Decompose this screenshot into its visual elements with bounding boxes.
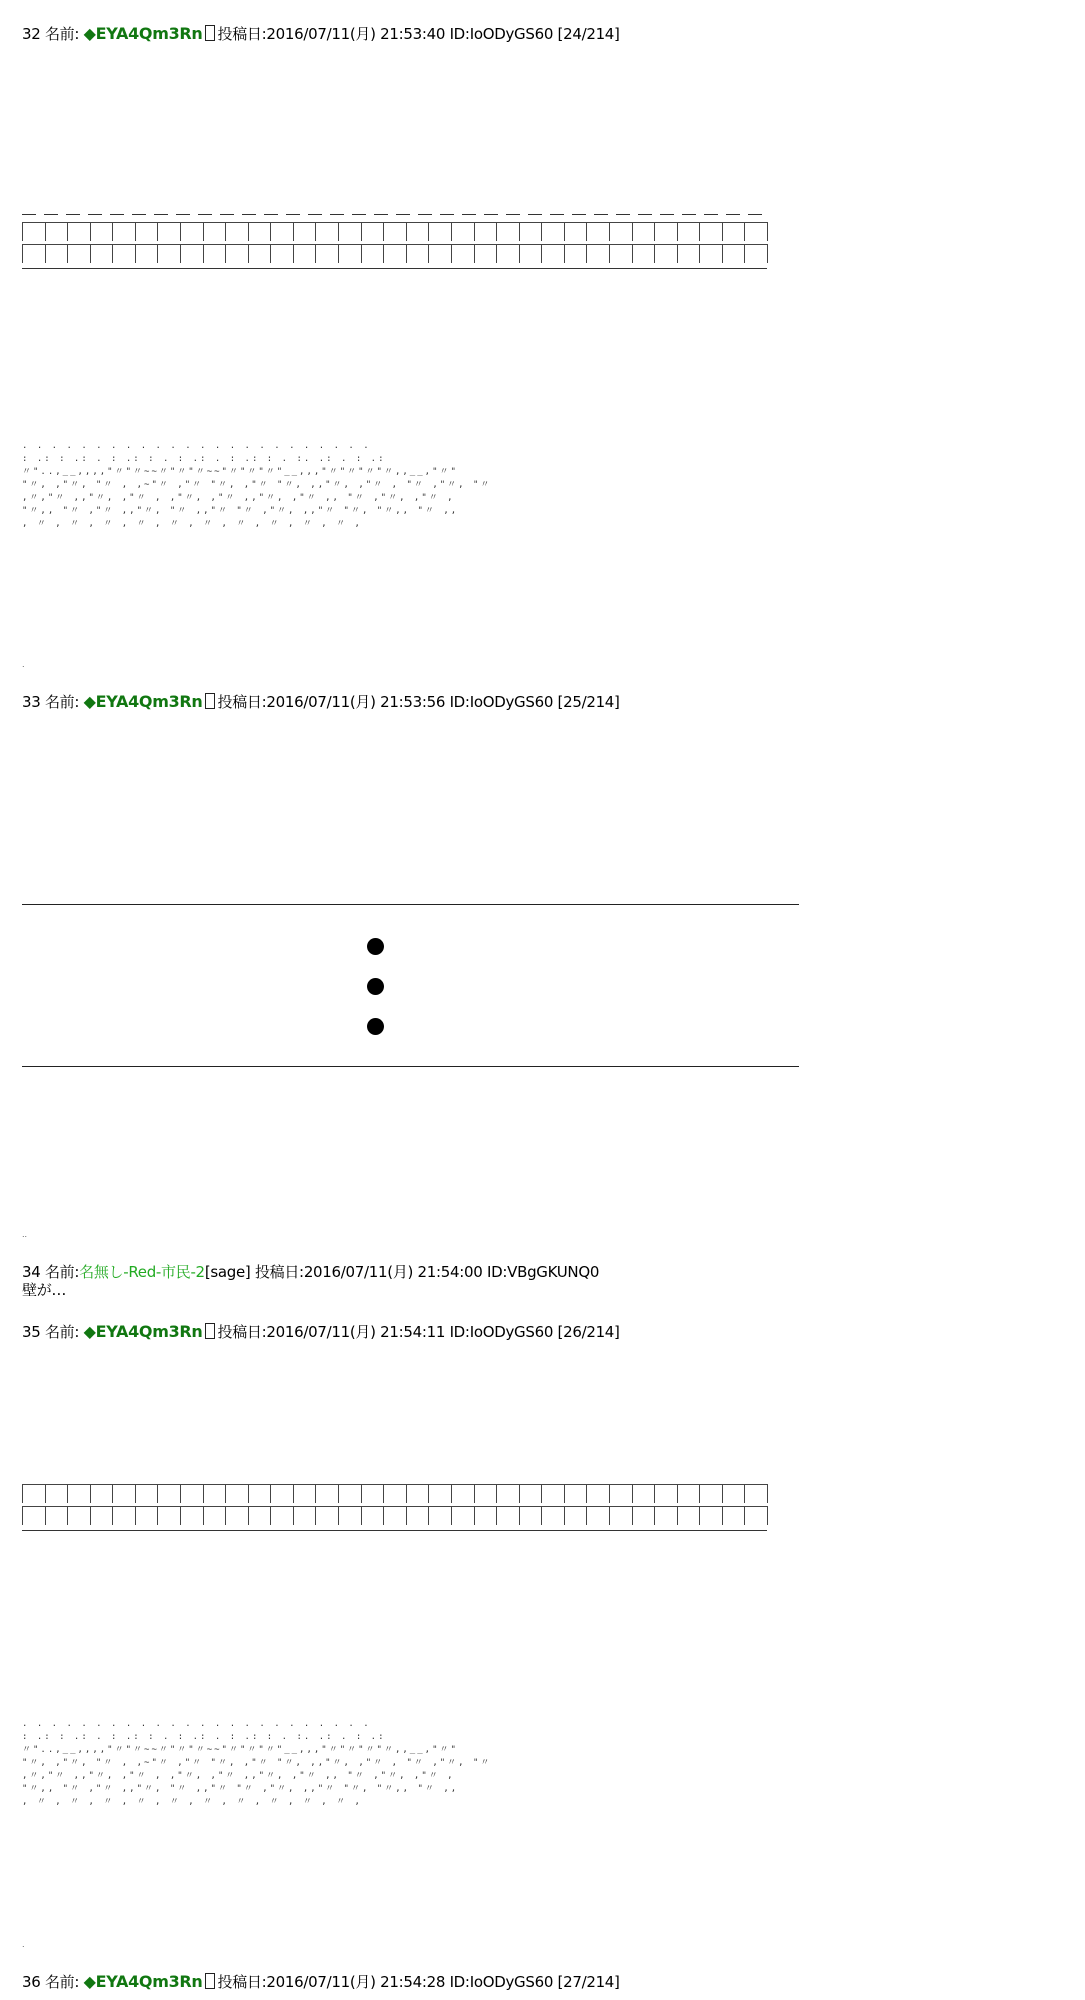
brick bbox=[135, 1506, 159, 1525]
wall-base-line bbox=[22, 1530, 767, 1531]
brick bbox=[744, 222, 768, 241]
brick bbox=[474, 1506, 498, 1525]
brick bbox=[383, 244, 407, 263]
brick bbox=[157, 244, 181, 263]
post-date: 2016/07/11(月) 21:54:00 bbox=[303, 1263, 483, 1281]
brick bbox=[428, 1506, 452, 1525]
rubble-line: ,〃,"〃 ,,"〃, ,"〃 , ,"〃, ,"〃 ,,"〃, ,"〃 ,, "〃 ,"〃, ,"〃 , bbox=[22, 493, 455, 503]
rubble-line: . . . . . . . . . . . . . . . . . . . . . . . . bbox=[22, 441, 371, 451]
post-id[interactable]: ID:IoODyGS60 bbox=[449, 1323, 554, 1341]
post-count: [26/214] bbox=[557, 1323, 620, 1341]
ascii-art-wall bbox=[22, 200, 767, 290]
name-label: 名前: bbox=[44, 25, 80, 43]
brick bbox=[112, 222, 136, 241]
separator-mark: . bbox=[22, 660, 25, 669]
brick bbox=[677, 244, 701, 263]
brick bbox=[112, 1484, 136, 1503]
brick bbox=[654, 1484, 678, 1503]
brick bbox=[383, 222, 407, 241]
brick bbox=[699, 1484, 723, 1503]
post-count: [25/214] bbox=[557, 693, 620, 711]
brick bbox=[248, 244, 272, 263]
brick bbox=[474, 222, 498, 241]
rubble-line: , 〃 , 〃 , 〃 , 〃 , 〃 , 〃 , 〃 , 〃 , 〃 , 〃 , bbox=[22, 1797, 362, 1807]
brick bbox=[248, 1484, 272, 1503]
brick bbox=[654, 244, 678, 263]
brick bbox=[90, 244, 114, 263]
divider-bottom bbox=[22, 1066, 799, 1067]
brick bbox=[135, 244, 159, 263]
brick bbox=[338, 1484, 362, 1503]
brick bbox=[248, 1506, 272, 1525]
rubble-line: ,〃,"〃 ,,"〃, ,"〃 , ,"〃, ,"〃 ,,"〃, ,"〃 ,, "〃 ,"〃, ,"〃 , bbox=[22, 1771, 455, 1781]
brick bbox=[654, 222, 678, 241]
rubble-line: 〃"..,__,,,,"〃"〃~~〃"〃"〃~~"〃"〃"〃"__,,,"〃"〃"〃"〃,,__,"〃" bbox=[22, 467, 458, 477]
trip-name[interactable]: ◆EYA4Qm3Rn bbox=[83, 1322, 203, 1341]
brick bbox=[406, 244, 430, 263]
brick bbox=[22, 222, 46, 241]
mail-field: [sage] bbox=[204, 1263, 251, 1281]
brick bbox=[564, 244, 588, 263]
brick bbox=[293, 1506, 317, 1525]
square-icon bbox=[205, 1323, 215, 1339]
date-label: 投稿日: bbox=[217, 25, 267, 43]
brick bbox=[632, 1506, 656, 1525]
ellipsis-dot bbox=[367, 1018, 384, 1035]
brick bbox=[157, 1506, 181, 1525]
brick bbox=[45, 1484, 69, 1503]
brick bbox=[315, 1484, 339, 1503]
brick bbox=[22, 1484, 46, 1503]
brick bbox=[67, 244, 91, 263]
wall-crest-line bbox=[22, 214, 767, 215]
brick bbox=[406, 1484, 430, 1503]
brick bbox=[541, 1484, 565, 1503]
post-date: 2016/07/11(月) 21:53:56 bbox=[266, 693, 446, 711]
brick bbox=[180, 244, 204, 263]
post-number: 33 bbox=[22, 693, 41, 711]
brick bbox=[270, 1484, 294, 1503]
brick bbox=[744, 1484, 768, 1503]
brick bbox=[722, 244, 746, 263]
brick bbox=[361, 1506, 385, 1525]
rubble-line: . . . . . . . . . . . . . . . . . . . . . . . . bbox=[22, 1719, 371, 1729]
brick bbox=[293, 222, 317, 241]
brick bbox=[293, 244, 317, 263]
brick bbox=[428, 222, 452, 241]
rubble-line: "〃, ,"〃, "〃 , ,~"〃 ,"〃 "〃, ,"〃 "〃, ,,"〃, ,"〃 , "〃 ,"〃, "〃 bbox=[22, 1758, 492, 1768]
brick bbox=[474, 1484, 498, 1503]
brick bbox=[225, 222, 249, 241]
brick bbox=[744, 1506, 768, 1525]
brick bbox=[564, 222, 588, 241]
trip-name[interactable]: ◆EYA4Qm3Rn bbox=[83, 24, 203, 43]
brick bbox=[722, 1484, 746, 1503]
brick bbox=[519, 222, 543, 241]
brick bbox=[112, 1506, 136, 1525]
brick bbox=[361, 244, 385, 263]
brick bbox=[632, 222, 656, 241]
rubble-line: : .: : .: . : .: : . : .: . : .: : . :. .: . : .: bbox=[22, 1732, 386, 1742]
square-icon bbox=[205, 693, 215, 709]
brick bbox=[541, 222, 565, 241]
post-header-35 bbox=[22, 1322, 620, 1342]
brick bbox=[406, 222, 430, 241]
brick bbox=[180, 1506, 204, 1525]
brick bbox=[699, 1506, 723, 1525]
post-number: 34 bbox=[22, 1263, 41, 1281]
ellipsis-dot bbox=[367, 938, 384, 955]
brick bbox=[90, 222, 114, 241]
trip-name[interactable]: ◆EYA4Qm3Rn bbox=[83, 1972, 203, 1991]
brick bbox=[722, 1506, 746, 1525]
brick bbox=[90, 1484, 114, 1503]
brick bbox=[293, 1484, 317, 1503]
brick bbox=[474, 244, 498, 263]
brick bbox=[654, 1506, 678, 1525]
rubble-line: "〃, ,"〃, "〃 , ,~"〃 ,"〃 "〃, ,"〃 "〃, ,,"〃, ,"〃 , "〃 ,"〃, "〃 bbox=[22, 480, 492, 490]
brick bbox=[586, 244, 610, 263]
brick bbox=[361, 222, 385, 241]
brick bbox=[451, 222, 475, 241]
ascii-art-wall bbox=[22, 1484, 767, 1564]
brick bbox=[180, 222, 204, 241]
brick bbox=[338, 222, 362, 241]
ellipsis-dot bbox=[367, 978, 384, 995]
brick bbox=[248, 222, 272, 241]
brick bbox=[383, 1506, 407, 1525]
post-date: 2016/07/11(月) 21:54:11 bbox=[266, 1323, 446, 1341]
brick bbox=[45, 244, 69, 263]
brick bbox=[541, 1506, 565, 1525]
divider-top bbox=[22, 904, 799, 905]
brick bbox=[722, 222, 746, 241]
post-header-33 bbox=[22, 692, 620, 712]
ascii-art-rubble bbox=[22, 440, 767, 550]
brick bbox=[609, 1506, 633, 1525]
brick bbox=[451, 244, 475, 263]
brick bbox=[744, 244, 768, 263]
post-id[interactable]: ID:IoODyGS60 bbox=[449, 25, 554, 43]
separator-mark: .. bbox=[22, 1230, 28, 1239]
name-label: 名前: bbox=[44, 1323, 80, 1341]
brick bbox=[564, 1484, 588, 1503]
post-number: 36 bbox=[22, 1973, 41, 1991]
rubble-line: "〃,, "〃 ,"〃 ,,"〃, "〃 ,,"〃 "〃 ,"〃, ,,"〃 "〃, "〃,, "〃 ,, bbox=[22, 506, 459, 516]
brick bbox=[428, 1484, 452, 1503]
post-number: 35 bbox=[22, 1323, 41, 1341]
brick bbox=[496, 1506, 520, 1525]
date-label: 投稿日: bbox=[217, 1323, 267, 1341]
brick bbox=[67, 1506, 91, 1525]
brick bbox=[315, 1506, 339, 1525]
brick bbox=[699, 244, 723, 263]
brick bbox=[67, 1484, 91, 1503]
brick bbox=[428, 244, 452, 263]
brick bbox=[203, 222, 227, 241]
brick bbox=[586, 222, 610, 241]
rubble-line: 〃"..,__,,,,"〃"〃~~〃"〃"〃~~"〃"〃"〃"__,,,"〃"〃"〃"〃,,__,"〃" bbox=[22, 1745, 458, 1755]
ascii-art-rubble bbox=[22, 1718, 767, 1828]
brick-row bbox=[22, 222, 767, 242]
brick bbox=[157, 1484, 181, 1503]
square-icon bbox=[205, 25, 215, 41]
post-date: 2016/07/11(月) 21:54:28 bbox=[266, 1973, 446, 1991]
brick bbox=[609, 244, 633, 263]
brick bbox=[496, 222, 520, 241]
brick bbox=[496, 1484, 520, 1503]
brick bbox=[361, 1484, 385, 1503]
post-header-32 bbox=[22, 24, 620, 44]
post-count: [27/214] bbox=[557, 1973, 620, 1991]
brick bbox=[225, 244, 249, 263]
rubble-line: , 〃 , 〃 , 〃 , 〃 , 〃 , 〃 , 〃 , 〃 , 〃 , 〃 , bbox=[22, 519, 362, 529]
brick bbox=[586, 1506, 610, 1525]
post-header-34 bbox=[22, 1262, 599, 1282]
brick bbox=[496, 244, 520, 263]
brick bbox=[451, 1506, 475, 1525]
post-body-34: 壁が… bbox=[22, 1281, 67, 1299]
brick bbox=[180, 1484, 204, 1503]
brick bbox=[609, 1484, 633, 1503]
brick bbox=[609, 222, 633, 241]
brick bbox=[203, 1484, 227, 1503]
brick bbox=[157, 222, 181, 241]
brick bbox=[203, 244, 227, 263]
wall-base-line bbox=[22, 268, 767, 269]
name-label: 名前: bbox=[44, 693, 80, 711]
brick bbox=[45, 1506, 69, 1525]
poster-name: 名無し-Red-市民-2 bbox=[79, 1263, 205, 1281]
rubble-line: : .: : .: . : .: : . : .: . : .: : . :. .: . : .: bbox=[22, 454, 386, 464]
brick bbox=[135, 1484, 159, 1503]
brick bbox=[270, 222, 294, 241]
trip-name[interactable]: ◆EYA4Qm3Rn bbox=[83, 692, 203, 711]
brick bbox=[203, 1506, 227, 1525]
brick bbox=[383, 1484, 407, 1503]
brick bbox=[338, 1506, 362, 1525]
brick-row bbox=[22, 1506, 767, 1526]
rubble-line: "〃,, "〃 ,"〃 ,,"〃, "〃 ,,"〃 "〃 ,"〃, ,,"〃 "〃, "〃,, "〃 ,, bbox=[22, 1784, 459, 1794]
post-id[interactable]: ID:IoODyGS60 bbox=[449, 693, 554, 711]
brick bbox=[225, 1484, 249, 1503]
brick bbox=[632, 244, 656, 263]
brick bbox=[519, 244, 543, 263]
brick bbox=[338, 244, 362, 263]
brick bbox=[67, 222, 91, 241]
brick bbox=[225, 1506, 249, 1525]
brick bbox=[45, 222, 69, 241]
post-id[interactable]: ID:VBgGKUNQ0 bbox=[486, 1263, 600, 1281]
date-label: 投稿日: bbox=[217, 693, 267, 711]
separator-mark: . bbox=[22, 1940, 25, 1949]
brick bbox=[90, 1506, 114, 1525]
brick bbox=[270, 244, 294, 263]
brick-row bbox=[22, 1484, 767, 1504]
name-label: 名前: bbox=[44, 1973, 80, 1991]
post-count: [24/214] bbox=[557, 25, 620, 43]
name-label: 名前: bbox=[44, 1263, 80, 1281]
square-icon bbox=[205, 1973, 215, 1989]
brick bbox=[519, 1506, 543, 1525]
brick bbox=[699, 222, 723, 241]
brick bbox=[270, 1506, 294, 1525]
brick bbox=[677, 1506, 701, 1525]
date-label: 投稿日: bbox=[254, 1263, 304, 1281]
date-label: 投稿日: bbox=[217, 1973, 267, 1991]
brick bbox=[22, 244, 46, 263]
brick-row bbox=[22, 244, 767, 264]
brick bbox=[135, 222, 159, 241]
brick bbox=[541, 244, 565, 263]
brick bbox=[677, 222, 701, 241]
brick bbox=[315, 222, 339, 241]
brick bbox=[406, 1506, 430, 1525]
brick bbox=[632, 1484, 656, 1503]
post-id[interactable]: ID:IoODyGS60 bbox=[449, 1973, 554, 1991]
brick bbox=[677, 1484, 701, 1503]
brick bbox=[112, 244, 136, 263]
post-date: 2016/07/11(月) 21:53:40 bbox=[266, 25, 446, 43]
post-number: 32 bbox=[22, 25, 41, 43]
brick bbox=[22, 1506, 46, 1525]
brick bbox=[586, 1484, 610, 1503]
brick bbox=[451, 1484, 475, 1503]
post-header-36 bbox=[22, 1972, 620, 1992]
brick bbox=[519, 1484, 543, 1503]
brick bbox=[564, 1506, 588, 1525]
brick bbox=[315, 244, 339, 263]
